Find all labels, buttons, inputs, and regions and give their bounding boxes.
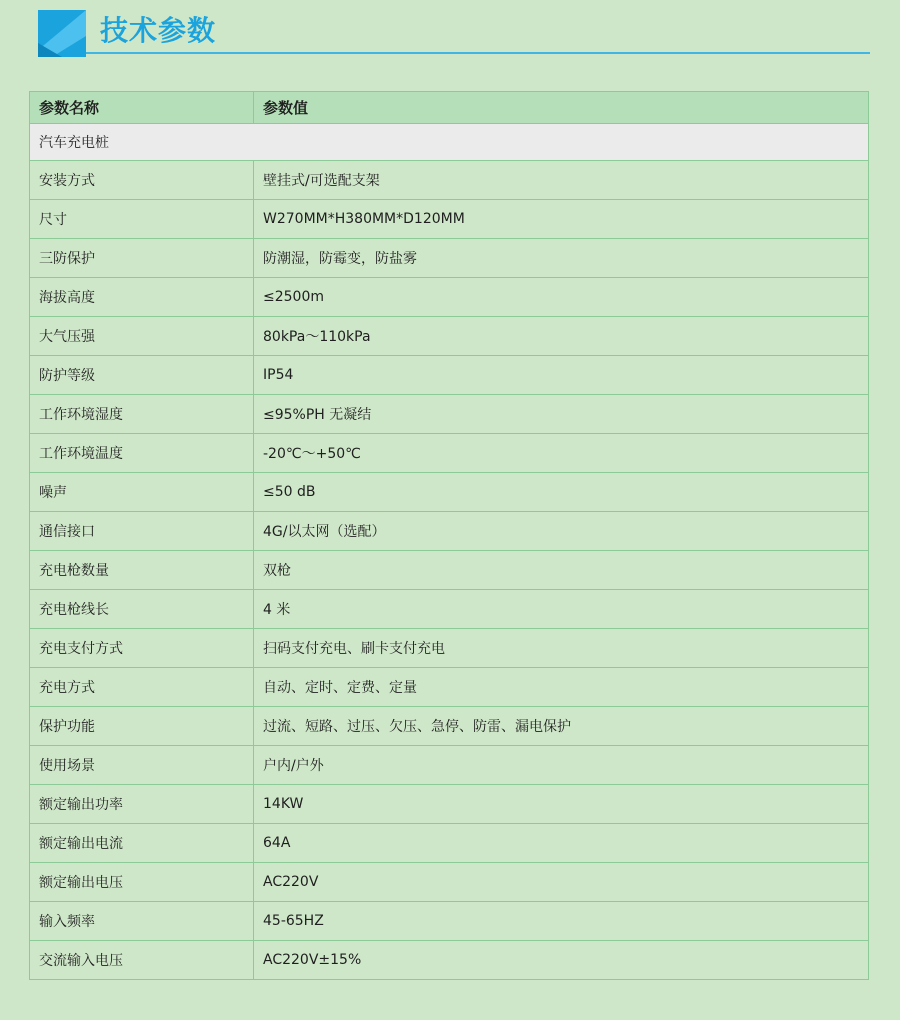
- table-header-row: [30, 92, 869, 124]
- spec-table: [29, 91, 869, 980]
- header-divider: [86, 52, 870, 54]
- param-value: ≤2500m: [254, 278, 869, 317]
- table-row: [30, 356, 869, 395]
- table-row: [30, 551, 869, 590]
- section-header: [38, 10, 870, 56]
- table-row: [30, 512, 869, 551]
- param-name: 尺寸: [30, 200, 254, 239]
- param-value: ≤50 dB: [254, 473, 869, 512]
- param-name: 额定输出功率: [30, 785, 254, 824]
- param-name: 保护功能: [30, 707, 254, 746]
- param-value: 防潮湿，防霉变，防盐雾: [254, 239, 869, 278]
- param-name: 三防保护: [30, 239, 254, 278]
- column-header-value: 参数值: [254, 92, 869, 124]
- param-name: 安装方式: [30, 161, 254, 200]
- table-row: [30, 395, 869, 434]
- table-row: [30, 161, 869, 200]
- param-name: 充电枪线长: [30, 590, 254, 629]
- param-value: 过流、短路、过压、欠压、急停、防雷、漏电保护: [254, 707, 869, 746]
- param-name: 工作环境湿度: [30, 395, 254, 434]
- table-row: [30, 746, 869, 785]
- section-header-icon: [38, 10, 86, 57]
- param-value: 4 米: [254, 590, 869, 629]
- param-value: 14KW: [254, 785, 869, 824]
- param-name: 额定输出电流: [30, 824, 254, 863]
- table-row: [30, 278, 869, 317]
- param-name: 通信接口: [30, 512, 254, 551]
- param-name: 交流输入电压: [30, 941, 254, 980]
- param-value: 80kPa～110kPa: [254, 317, 869, 356]
- table-row: [30, 863, 869, 902]
- param-name: 大气压强: [30, 317, 254, 356]
- table-row: [30, 902, 869, 941]
- param-name: 海拔高度: [30, 278, 254, 317]
- column-header-name: 参数名称: [30, 92, 254, 124]
- param-name: 使用场景: [30, 746, 254, 785]
- param-name: 噪声: [30, 473, 254, 512]
- param-value: -20℃～+50℃: [254, 434, 869, 473]
- param-value: W270MM*H380MM*D120MM: [254, 200, 869, 239]
- param-name: 工作环境温度: [30, 434, 254, 473]
- param-value: 45-65HZ: [254, 902, 869, 941]
- table-row: [30, 629, 869, 668]
- table-row: [30, 200, 869, 239]
- table-row: [30, 707, 869, 746]
- param-value: 壁挂式/可选配支架: [254, 161, 869, 200]
- table-row: [30, 473, 869, 512]
- section-row: [30, 124, 869, 161]
- table-row: [30, 317, 869, 356]
- param-value: 双枪: [254, 551, 869, 590]
- table-row: [30, 785, 869, 824]
- param-name: 防护等级: [30, 356, 254, 395]
- table-row: [30, 941, 869, 980]
- param-value: 户内/户外: [254, 746, 869, 785]
- table-row: [30, 590, 869, 629]
- section-label: 汽车充电桩: [30, 124, 869, 161]
- param-name: 充电支付方式: [30, 629, 254, 668]
- table-row: [30, 668, 869, 707]
- param-value: ≤95%PH 无凝结: [254, 395, 869, 434]
- page-title: 技术参数: [100, 14, 217, 47]
- table-row: [30, 239, 869, 278]
- param-value: IP54: [254, 356, 869, 395]
- param-value: AC220V±15%: [254, 941, 869, 980]
- param-value: 扫码支付充电、刷卡支付充电: [254, 629, 869, 668]
- param-value: AC220V: [254, 863, 869, 902]
- param-name: 充电枪数量: [30, 551, 254, 590]
- param-name: 充电方式: [30, 668, 254, 707]
- param-name: 输入频率: [30, 902, 254, 941]
- param-value: 自动、定时、定费、定量: [254, 668, 869, 707]
- param-name: 额定输出电压: [30, 863, 254, 902]
- table-row: [30, 824, 869, 863]
- param-value: 4G/以太网（选配）: [254, 512, 869, 551]
- param-value: 64A: [254, 824, 869, 863]
- table-row: [30, 434, 869, 473]
